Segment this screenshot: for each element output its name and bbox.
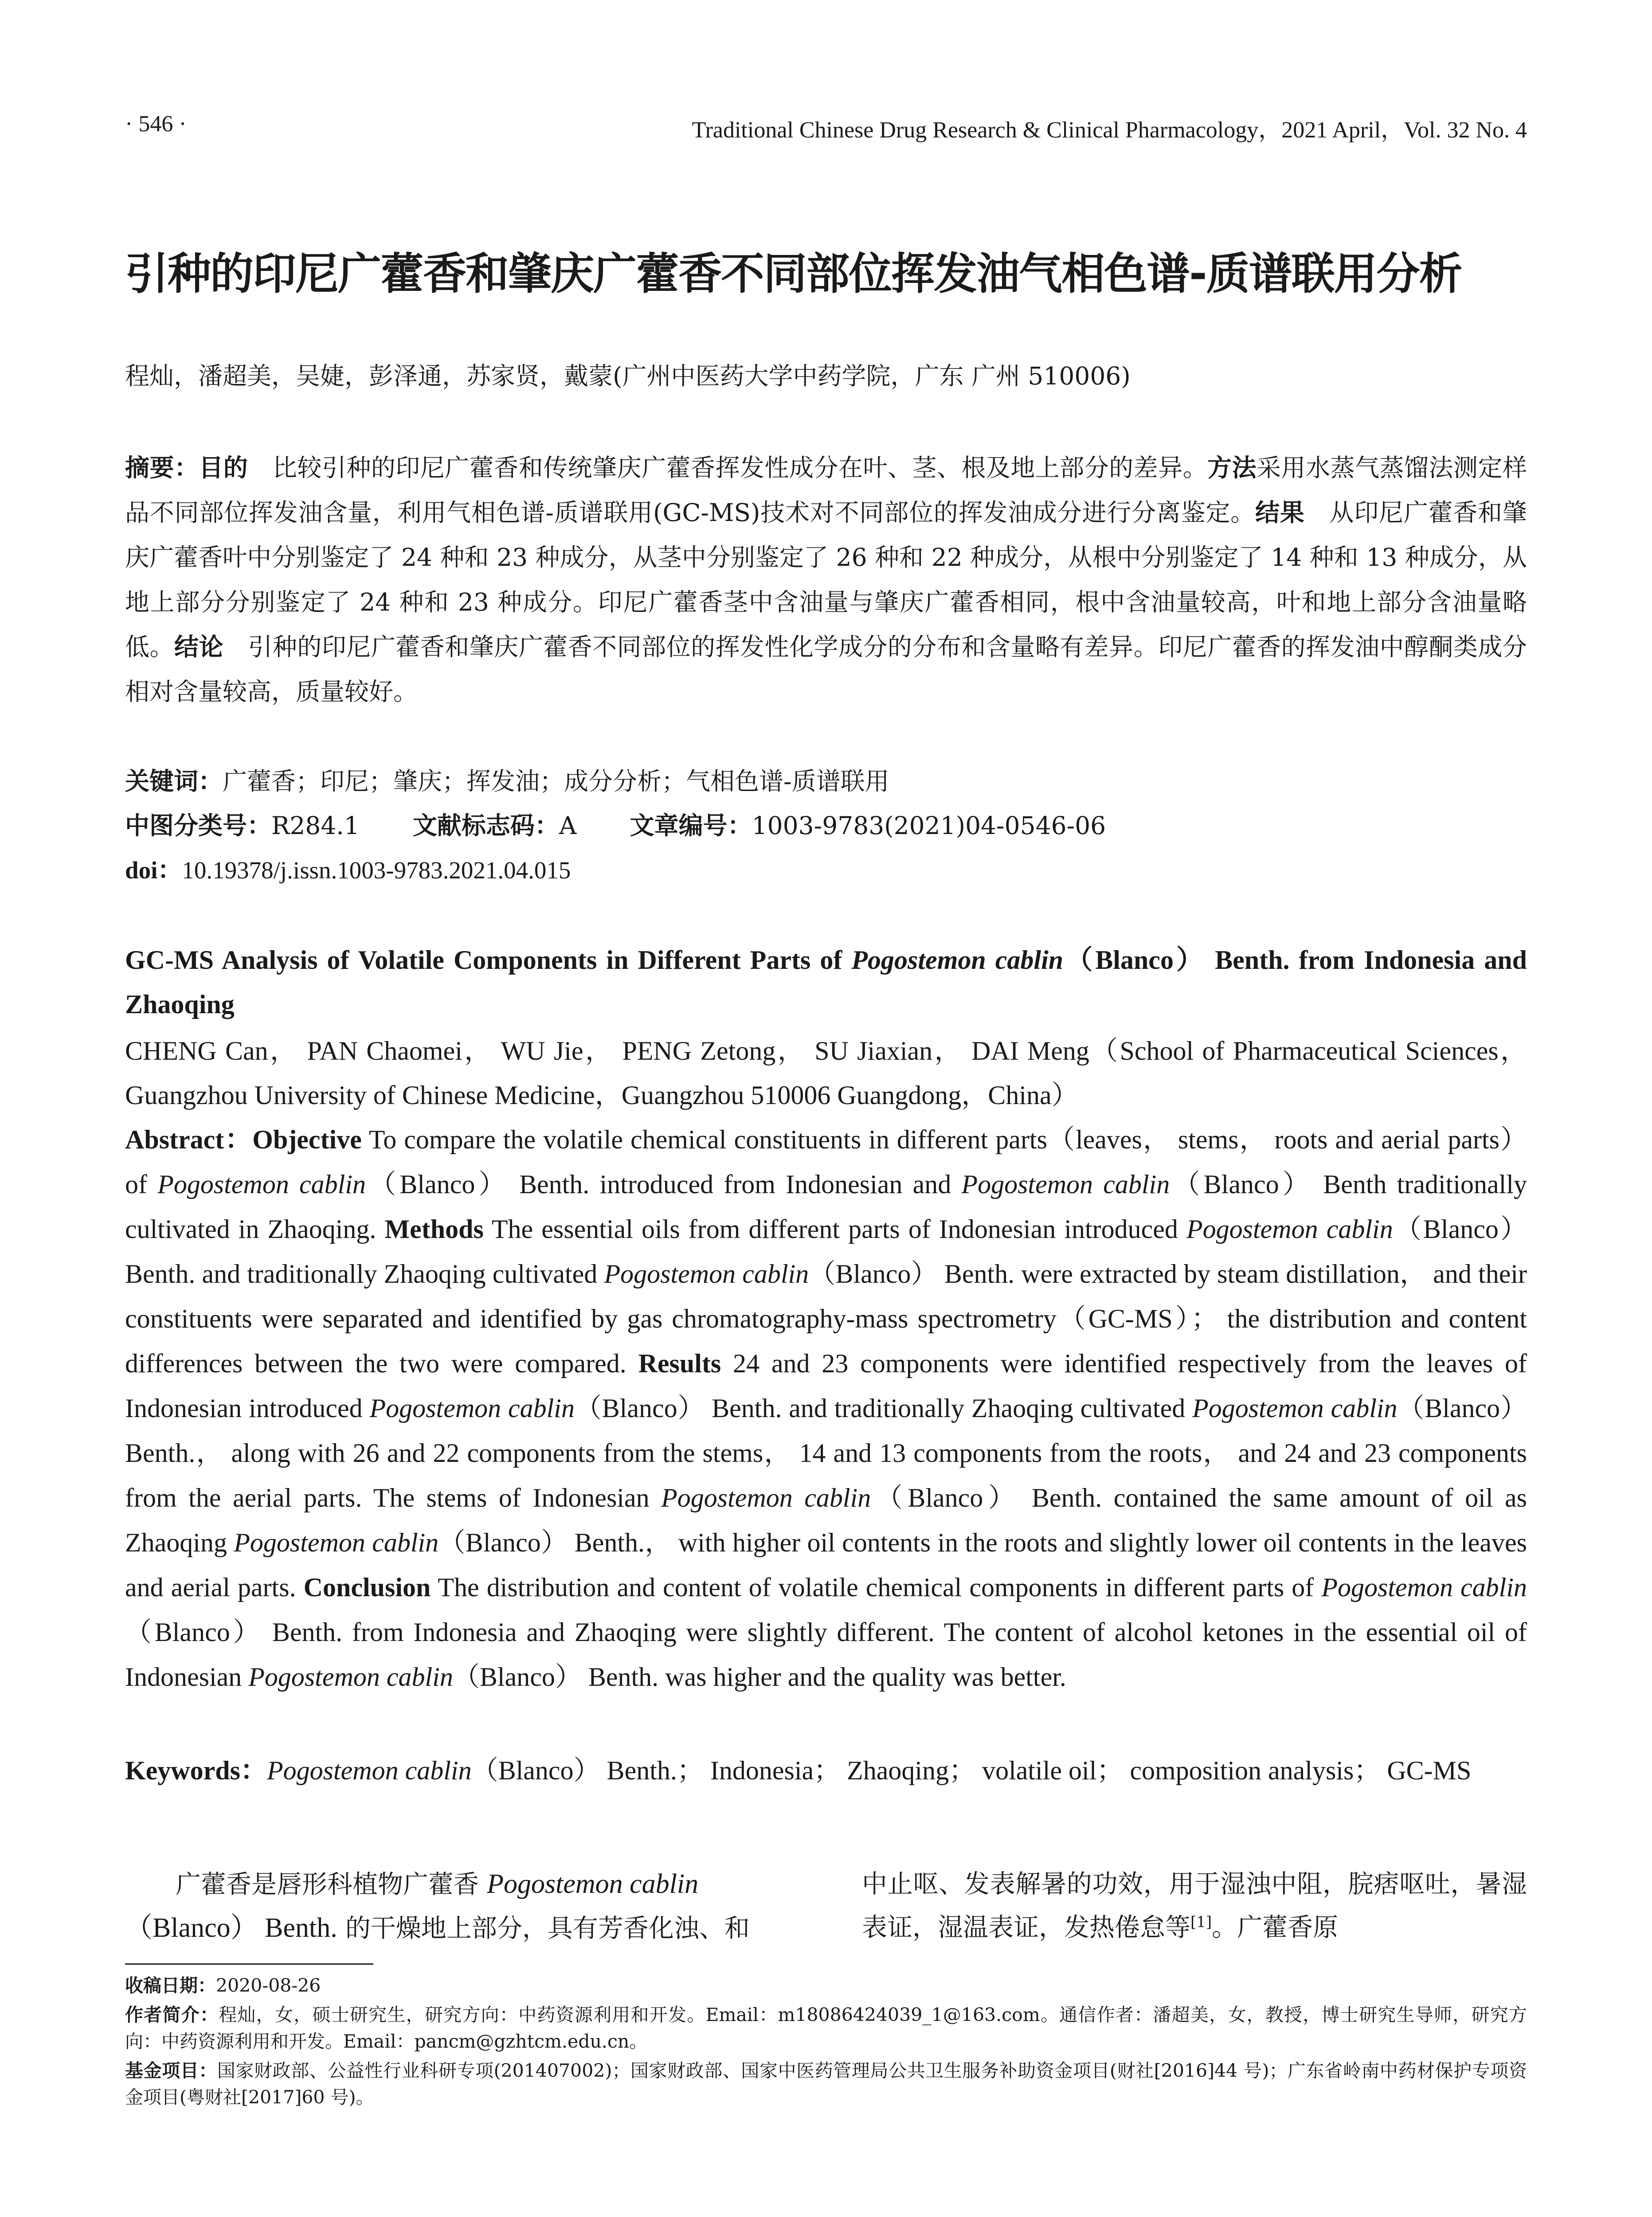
doi-line <box>125 850 1527 885</box>
classification-line <box>125 806 1527 841</box>
abstract-cn <box>125 446 1527 714</box>
journal-citation: Traditional Chinese Drug Research & Clinical Pharmacology，2021 April，Vol. 32 No. 4 <box>692 118 1527 143</box>
species-name: Pogostemon cablin <box>234 1528 439 1557</box>
methods-label-cn: 方法 <box>1207 454 1257 482</box>
funding-label: 基金项目： <box>125 2060 217 2081</box>
keywords-en <box>125 1749 1527 1787</box>
methods-text-en: （Blanco） Benth. and traditionally Zhaoqing cultivated <box>125 1214 1527 1289</box>
results-text-en: （Blanco） Benth.， with higher oil contents in the roots and slightly lower oil contents in the leaves and aerial parts. <box>125 1528 1527 1602</box>
clc-label: 中图分类号： <box>125 811 272 840</box>
body-column-left <box>125 1862 790 1950</box>
species-name: Pogostemon cablin <box>604 1259 809 1289</box>
author-note <box>125 2002 1527 2055</box>
received-label: 收稿日期： <box>125 1975 216 1996</box>
species-name: Pogostemon cablin <box>1186 1214 1393 1244</box>
objective-text-en: （Blanco） Benth. introduced from Indonesian and <box>366 1170 962 1199</box>
body-text: 中止呕、发表解暑的功效，用于湿浊中阻，脘痞呕吐，暑湿表证，湿温表证，发热倦怠等 <box>862 1869 1527 1942</box>
author-list-cn: 程灿，潘超美，吴婕，彭泽通，苏家贤，戴蒙(广州中医药大学中药学院，广东 广州 510006) <box>125 362 1131 390</box>
page-number: · 546 · <box>125 111 187 137</box>
species-name: Pogostemon cablin <box>369 1394 575 1423</box>
title-en-part: （Blanco） Benth. from Indonesia and Zhaoqing <box>125 945 1527 1019</box>
species-name: Pogostemon cablin <box>851 945 1064 975</box>
abstract-en <box>125 1117 1527 1700</box>
objective-text-en: To compare the volatile chemical constituents in different parts（leaves， stems， roots and aerial parts） of <box>125 1125 1527 1199</box>
methods-text-en: （Blanco） Benth. were extracted by steam distillation， and their constituents were separated and identified by gas chromatography-mass spectrometry（GC-MS）； the distribution and content differences between the two were compared. <box>125 1259 1527 1378</box>
keywords-value-en: （Blanco） Benth.； Indonesia； Zhaoqing； volatile oil； composition analysis； GC-MS <box>471 1756 1472 1785</box>
methods-text-en: The essential oils from different parts of Indonesian introduced <box>483 1214 1186 1244</box>
conclusion-text-en: （Blanco） Benth. was higher and the quality was better. <box>453 1662 1066 1692</box>
author-list-en: CHENG Can， PAN Chaomei， WU Jie， PENG Zetong， SU Jiaxian， DAI Meng（School of Pharmaceutical Sciences，Guangzhou University of Chinese Medicine，Guangzhou 510006 Guangdong，China） <box>125 1036 1527 1110</box>
conclusion-text-cn: 引种的印尼广藿香和肇庆广藿香不同部位的挥发性化学成分的分布和含量略有差异。印尼广藿香的挥发油中醇酮类成分相对含量较高，质量较好。 <box>125 633 1527 706</box>
species-name: Pogostemon cablin <box>248 1662 453 1692</box>
results-text-en: （Blanco） Benth. contained the same amount of oil as Zhaoqing <box>125 1483 1527 1557</box>
footnote-divider <box>125 1963 373 1965</box>
objective-text-en: （Blanco） Benth traditionally cultivated in Zhaoqing. <box>125 1170 1527 1244</box>
author-info-label: 作者简介： <box>125 2004 219 2025</box>
conclusion-text-en: The distribution and content of volatile chemical components in different parts of <box>431 1573 1322 1602</box>
received-date-note <box>125 1972 1527 1999</box>
results-label-cn: 结果 <box>1255 498 1305 527</box>
footnotes <box>125 1972 1527 2113</box>
conclusion-label-cn: 结论 <box>174 633 223 661</box>
doi-label: doi： <box>125 857 182 884</box>
document-code-label: 文献标志码： <box>412 811 559 840</box>
species-name: Pogostemon cablin <box>157 1170 366 1199</box>
methods-text-cn: 采用水蒸气蒸馏法测定样品不同部位挥发油含量，利用气相色谱-质谱联用(GC-MS)技术对不同部位的挥发油成分进行分离鉴定。 <box>125 454 1527 527</box>
author-info-text: 程灿，女，硕士研究生，研究方向：中药资源利用和开发。Email：m18086424039_1@163.com。通信作者：潘超美，女，教授，博士研究生导师，研究方向：中药资源利用和开发。Email：pancm@gzhtcm.edu.cn。 <box>125 2004 1527 2052</box>
keywords-value-cn: 广藿香；印尼；肇庆；挥发油；成分分析；气相色谱-质谱联用 <box>223 767 889 795</box>
title-en-part: GC-MS Analysis of Volatile Components in Different Parts of <box>125 945 852 975</box>
article-number-label: 文章编号： <box>630 811 752 840</box>
keywords-cn <box>125 762 1527 797</box>
abstract-label-cn: 摘要： <box>125 454 199 482</box>
citation-reference[interactable]: [1] <box>1190 1913 1212 1931</box>
funding-note <box>125 2057 1527 2111</box>
species-name: Pogostemon cablin <box>661 1483 871 1512</box>
body-text: 的干燥地上部分，具有芳香化浊、和 <box>337 1914 750 1943</box>
results-text-en: （Blanco） Benth.， along with 26 and 22 components from the stems， 14 and 13 components from the roots， and 24 and 23 components from the aerial parts. The stems of Indonesian <box>125 1394 1527 1512</box>
article-title-en <box>125 938 1527 1026</box>
objective-label-cn: 目的 <box>199 454 248 482</box>
objective-label-en: Objective <box>252 1125 362 1154</box>
keywords-label-cn: 关键词： <box>125 767 223 795</box>
clc-value: R284.1 <box>271 811 360 840</box>
running-header <box>125 111 1527 146</box>
results-text-cn: 从印尼广藿香和肇庆广藿香叶中分别鉴定了 24 种和 23 种成分，从茎中分别鉴定了 26 种和 22 种成分，从根中分别鉴定了 14 种和 13 种成分，从地上部分分别鉴定了 24 种和 23 种成分。印尼广藿香茎中含油量与肇庆广藿香相同，根中含油量较高，叶和地上部分含油量略低。 <box>125 498 1527 661</box>
body-text: （Blanco） Benth. <box>125 1913 337 1943</box>
species-name: Pogostemon cablin <box>1321 1573 1527 1602</box>
abstract-label-en: Abstract： <box>125 1125 253 1154</box>
conclusion-label-en: Conclusion <box>303 1573 431 1602</box>
body-text: 广藿香是唇形科植物广藿香 <box>176 1870 487 1899</box>
article-number-value: 1003-9783(2021)04-0546-06 <box>752 811 1106 840</box>
species-name: Pogostemon cablin <box>487 1869 699 1899</box>
objective-text-cn: 比较引种的印尼广藿香和传统肇庆广藿香挥发性成分在叶、茎、根及地上部分的差异。 <box>248 454 1208 482</box>
body-column-right <box>862 1862 1527 1949</box>
received-date: 2020-08-26 <box>216 1975 321 1996</box>
methods-label-en: Methods <box>384 1214 484 1244</box>
results-text-en: 24 and 23 components were identified respectively from the leaves of Indonesian introduced <box>125 1349 1527 1423</box>
document-code-value: A <box>559 811 577 840</box>
conclusion-text-en: （Blanco） Benth. from Indonesia and Zhaoqing were slightly different. The content of alcohol ketones in the essential oil of Indonesian <box>125 1618 1527 1692</box>
species-name: Pogostemon cablin <box>266 1756 472 1785</box>
funding-text: 国家财政部、公益性行业科研专项(201407002)；国家财政部、国家中医药管理局公共卫生服务补助资金项目(财社[2016]44 号)；广东省岭南中药材保护专项资金项目(粤财社[2017]60 号)。 <box>125 2060 1527 2108</box>
species-name: Pogostemon cablin <box>961 1170 1170 1199</box>
doi-value: 10.19378/j.issn.1003-9783.2021.04.015 <box>182 857 571 884</box>
body-text: 。广藿香原 <box>1212 1913 1339 1942</box>
results-text-en: （Blanco） Benth. and traditionally Zhaoqing cultivated <box>574 1394 1193 1423</box>
keywords-label-en: Keywords： <box>125 1756 267 1785</box>
results-label-en: Results <box>638 1349 721 1378</box>
species-name: Pogostemon cablin <box>1192 1394 1398 1423</box>
article-title-cn: 引种的印尼广藿香和肇庆广藿香不同部位挥发油气相色谱-质谱联用分析 <box>125 249 1462 299</box>
